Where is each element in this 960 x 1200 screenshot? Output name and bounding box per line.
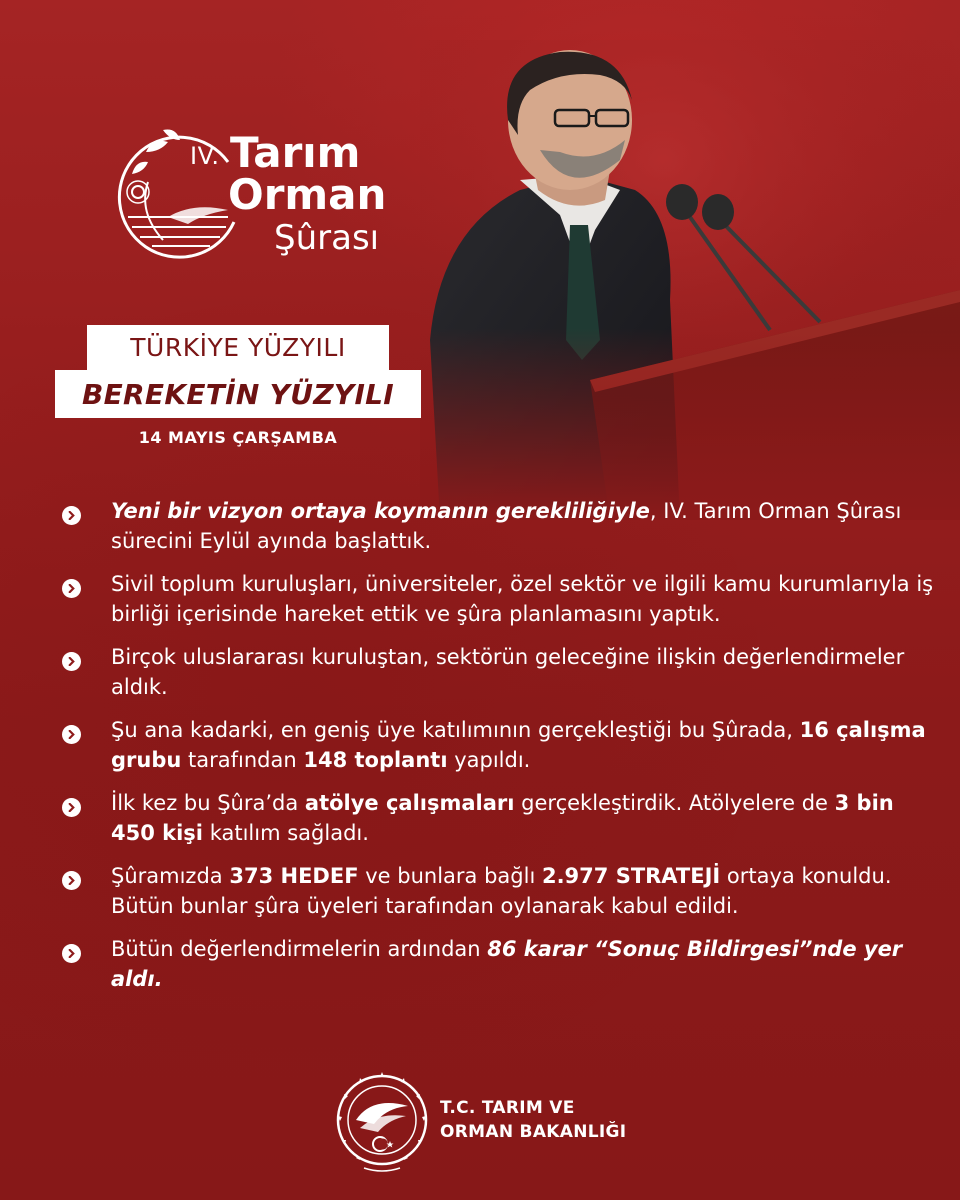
chevron-right-icon [62, 798, 81, 817]
bullet-text: Birçok uluslararası kuruluştan, sektörün geleceğine ilişkin değerlendirmeler aldık. [111, 645, 905, 699]
logo-word-tarim: Tarım [230, 128, 361, 177]
ministry-line2: ORMAN BAKANLIĞI [440, 1122, 627, 1142]
logo-roman-numeral: IV. [190, 142, 220, 170]
headline-line1: TÜRKİYE YÜZYILI [130, 333, 346, 362]
ministry-seal-icon [334, 1068, 430, 1174]
chevron-right-icon [62, 944, 81, 963]
bullet-item [62, 861, 942, 921]
bullet-text: Yeni bir vizyon ortaya koymanın gerekliliğiyle, IV. Tarım Orman Şûrası sürecini Eylül ayında başlattık. [111, 499, 902, 553]
chevron-right-icon [62, 871, 81, 890]
bullet-item [62, 934, 942, 994]
wheat-landscape-emblem-icon [108, 122, 248, 262]
chevron-right-icon [62, 506, 81, 525]
bullet-text: Şu ana kadarki, en geniş üye katılımının gerçekleştiği bu Şûrada, 16 çalışma grubu tarafından 148 toplantı yapıldı. [111, 718, 926, 772]
logo-word-orman: Orman [228, 170, 387, 219]
bullet-list [62, 496, 942, 1007]
bullet-item [62, 715, 942, 775]
headline-box-turkiye-yuzyili [87, 325, 389, 370]
logo-word-surasi: Şûrası [274, 218, 380, 258]
bullet-text: Şûramızda 373 HEDEF ve bunlara bağlı 2.977 STRATEJİ ortaya konuldu. Bütün bunlar şûra üyeleri tarafından oylanarak kabul edildi. [111, 864, 892, 918]
bullet-item [62, 642, 942, 702]
ministry-logo [334, 1068, 654, 1178]
ministry-line1: T.C. TARIM VE [440, 1098, 575, 1118]
bullet-item [62, 788, 942, 848]
bullet-text: İlk kez bu Şûra’da atölye çalışmaları gerçekleştirdik. Atölyelere de 3 bin 450 kişi katılım sağladı. [111, 791, 894, 845]
bullet-text: Bütün değerlendirmelerin ardından 86 karar “Sonuç Bildirgesi”nde yer aldı. [111, 937, 903, 991]
headline-box-bereketin-yuzyili [55, 370, 421, 418]
bullet-item [62, 496, 942, 556]
chevron-right-icon [62, 579, 81, 598]
bullet-item [62, 569, 942, 629]
speaker-photo [420, 40, 960, 520]
event-date: 14 MAYIS ÇARŞAMBA [138, 428, 338, 447]
ministry-name [440, 1096, 626, 1144]
bullet-text: Sivil toplum kuruluşları, üniversiteler, özel sektör ve ilgili kamu kurumlarıyla iş birliği içerisinde hareket ettik ve şûra planlamasını yaptık. [111, 572, 934, 626]
chevron-right-icon [62, 652, 81, 671]
chevron-right-icon [62, 725, 81, 744]
headline-line2: BEREKETİN YÜZYILI [81, 377, 395, 411]
shura-logo [108, 122, 387, 272]
